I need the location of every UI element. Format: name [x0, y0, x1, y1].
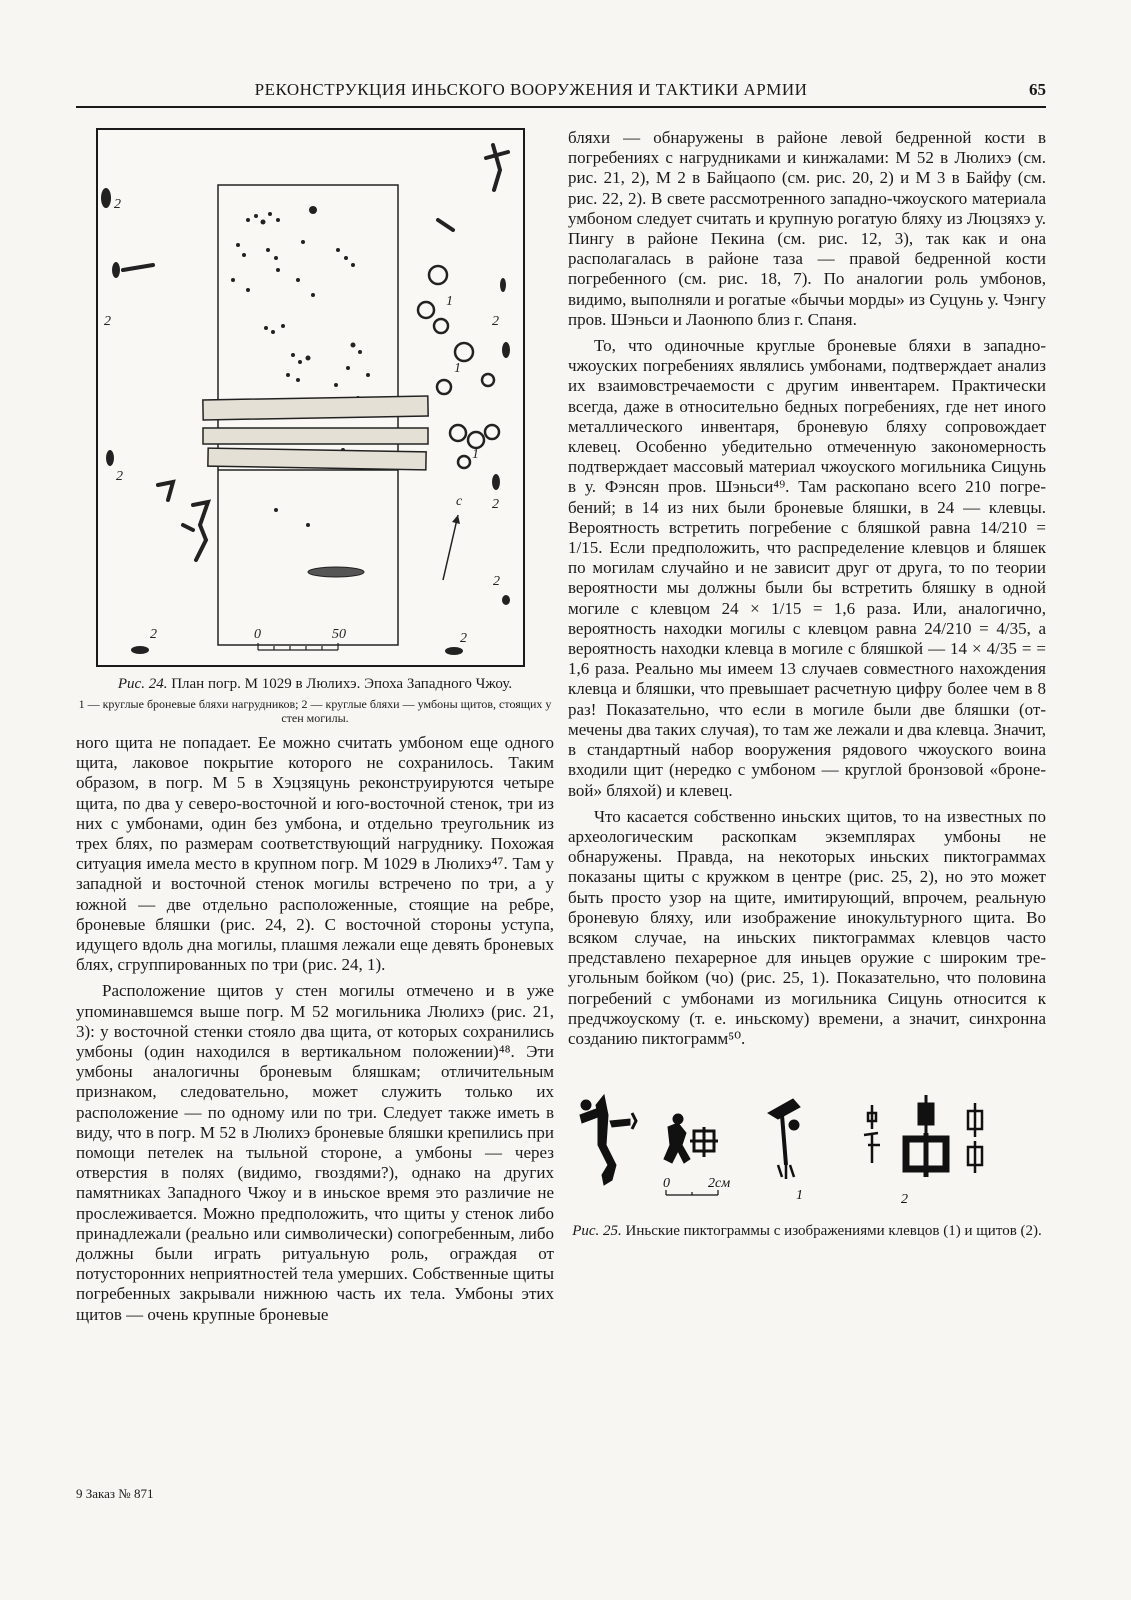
plan-label-2: 2	[150, 627, 157, 642]
scale-2cm-label: 2см	[708, 1176, 731, 1192]
figure-24-caption	[76, 675, 554, 693]
plan-label-1: 1	[472, 447, 479, 462]
plan-label-2: 2	[492, 497, 499, 512]
plan-label-2: 2	[492, 314, 499, 329]
plan-label-2: 2	[493, 574, 500, 589]
plan-label-2: 2	[114, 197, 121, 212]
running-title: РЕКОНСТРУКЦИЯ ИНЬСКОГО ВООРУЖЕНИЯ И ТАКТИКИ АРМИИ	[254, 80, 808, 99]
figure-25-caption	[568, 1222, 1046, 1240]
figure-24-caption-note: 1 — круглые броневые бляхи нагрудников; 2 — круглые бляхи — умбоны щитов, стоящих у стен могилы.	[78, 697, 552, 725]
north-label: c	[456, 494, 463, 509]
figure-25-pictograms	[568, 1085, 1046, 1260]
burial-plan-drawing	[98, 130, 523, 665]
left-paragraph-2: Расположение щитов у стен могилы отмечено и в уже упоминавшемся выше погр. М 52 могильника Люлихэ (рис. 21, 3): у восточной стенки стояло два щита, от которых сохранились умбоны (один находился в вертикальном положении)⁴⁸. Эти умбоны аналогичны броневым бляшкам; отличительным признаком, следовательно, может служить только их расположение — по одному или по три. Следует также иметь в виду, что в погр. М 52 в Люлихэ броневые бляшки крепились при помощи петелек на тыльной стороне, а умбоны — через отверстия в полях (видимо, гвоздями?), однако на других памятниках Западного Чжоу и в иньское время это различие не прослеживается. Можно предположить, что щиты у стенок либо принадлежали (реально или символически) сопогребенным, либо должны были играть ритуальную роль, ограждая от потусторонних неприятностей тела умерших. Собственные щиты погребенных закрывали нижнюю часть их тела. Умбоны этих щитов — очень крупные броневые	[76, 981, 554, 1324]
plan-label-1: 1	[454, 361, 461, 376]
left-paragraph-1: ного щита не попадает. Ее можно считать умбоном еще одного щита, лаковое покрытие которого не сохранилось. Таким образом, в погр. М 5 в Хэцзяцунь реконструируются четыре щита, по два у северо-восточной и юго-восточной стенок, три из них с умбонами, один без умбона, и отдельно треугольник из трех блях, по размерам соответствующий нагруднику. Похожая ситуация имела место в крупном погр. М 1029 в Люлихэ⁴⁷. Там у западной и восточной стенок могилы встречено по три, а у южной — две отдельно расположенные, стоящие на ребре, броневые бляшки (рис. 24, 2). С восточной стороны уступа, идущего вдоль дна могилы, плашмя лежали еще девять броневых блях, сгруппированных по три (рис. 24, 1).	[76, 733, 554, 975]
plan-label-1: 1	[446, 294, 453, 309]
scale-zero: 0	[254, 627, 261, 642]
print-signature: 9 Заказ № 871	[76, 1486, 154, 1501]
scale-fifty: 50	[332, 627, 346, 642]
right-paragraph-1: бляхи — обнаружены в районе левой бедренной кости в погребениях с нагрудниками и кинжалами: М 52 в Люлихэ (см. рис. 21, 2), М 2 в Байцаопо (см. рис. 20, 2) и М 3 в Байфу (см. рис. 22, 2). В свете рассмотренного западно-чжоуского материала умбоном следует считать и крупную рогатую бляху из Люцзяхэ у. Пингу в районе Пекина (см. рис. 12, 3), так как и она располагалась в районе таза — правой бедренной кости погребенного (см. рис. 18, 7). По аналогии роль умбонов, видимо, выполняли и рогатые «бычьи морды» из Суцунь у. Чэнгу пров. Шэньси и Лаонюпо близ г. Спаня.	[568, 128, 1046, 329]
right-paragraph-3: Что касается собственно иньских щитов, то на известных по археологическим раскопкам экземплярах умбоны не обнаружены. Правда, на некоторых иньских пиктограммах показаны щиты с кружком в центре (рис. 25, 2), но это может быть просто узор на щите, имитирующий, впрочем, реальную броневую бляху, или изображение инокультурного щита. Во всяком случае, на иньских пиктограммах клевцов часто представлено пехарерное для иньцев оружие с широким треугольным бойком (чо) (рис. 25, 1). Показательно, что половина погребений с умбонами из могильника Сицунь относится к предчжоускому (т. е. иньскому) времени, а значит, синхронна созданию пиктограмм⁵⁰.	[568, 806, 1046, 1048]
figure-24-caption-label: Рис. 24.	[117, 676, 168, 692]
plan-label-2: 2	[460, 631, 467, 646]
scale-zero-label: 0	[663, 1176, 670, 1192]
pictogram-group-1-label: 1	[796, 1188, 803, 1204]
right-paragraph-2: То, что одиночные круглые броневые бляхи в западно-чжоуских погребениях являлись умбонами, подтверждает анализ их взаимовстречаемости с другим инвентарем. Практически всегда, даже в относительно бедных погребениях, где нет иного металлического инвентаря, броневую бляху сопровождает клевец. Особенно убедительно отмеченную закономерность подтверждает массовый материал чжоуского могильника Сицунь в у. Фэнсян пров. Шэньси⁴⁹. Там раскопано всего 210 погребений; в 14 из них были броневые бляшки, в 24 — клевцы. Вероятность встретить погребение с бляшкой равна 14/210 = 1/15. Если предположить, что распределение клевцов и бляшек по могилам случайно и не зависит друг от друга, то по теории вероятности мы должны были бы встретить бляшку в одной могиле с клевцом 24 × 1/15 = 1,6 раза. Или, аналогично, вероятность находки могилы с клевцом равна 24/210 = 4/35, а вероятность находки клевца в могиле с бляшкой — 14 × 4/35 = = 1,6 раза. Реально мы имеем 13 случаев совместного нахождения клевца и бляшки, что превышает расчетную цифру более чем в 8 раз! Показательно, что если в могиле были две бляшки (отмечены два таких случая), то там же лежали и два клевца. Значит, в стандартный набор вооружения рядового чжоуского воина входили щит (нередко с умбоном — круглой бронзовой «броневой» бляхой) и клевец.	[568, 336, 1046, 800]
pictogram-drawing	[568, 1085, 1046, 1215]
plan-label-2: 2	[104, 314, 111, 329]
plan-label-2: 2	[116, 469, 123, 484]
figure-25-caption-text: Иньские пиктограммы с изображениями клевцов (1) и щитов (2).	[625, 1223, 1042, 1240]
figure-24-caption-text: План погр. М 1029 в Люлихэ. Эпоха Западного Чжоу.	[171, 676, 513, 692]
page-number: 65	[1029, 80, 1046, 99]
right-column	[568, 128, 1046, 1260]
figure-25-caption-label: Рис. 25.	[572, 1223, 622, 1240]
left-column	[76, 128, 554, 1325]
pictogram-group-2-label: 2	[901, 1192, 908, 1208]
figure-24-plan	[96, 128, 525, 667]
running-header	[76, 80, 1046, 108]
